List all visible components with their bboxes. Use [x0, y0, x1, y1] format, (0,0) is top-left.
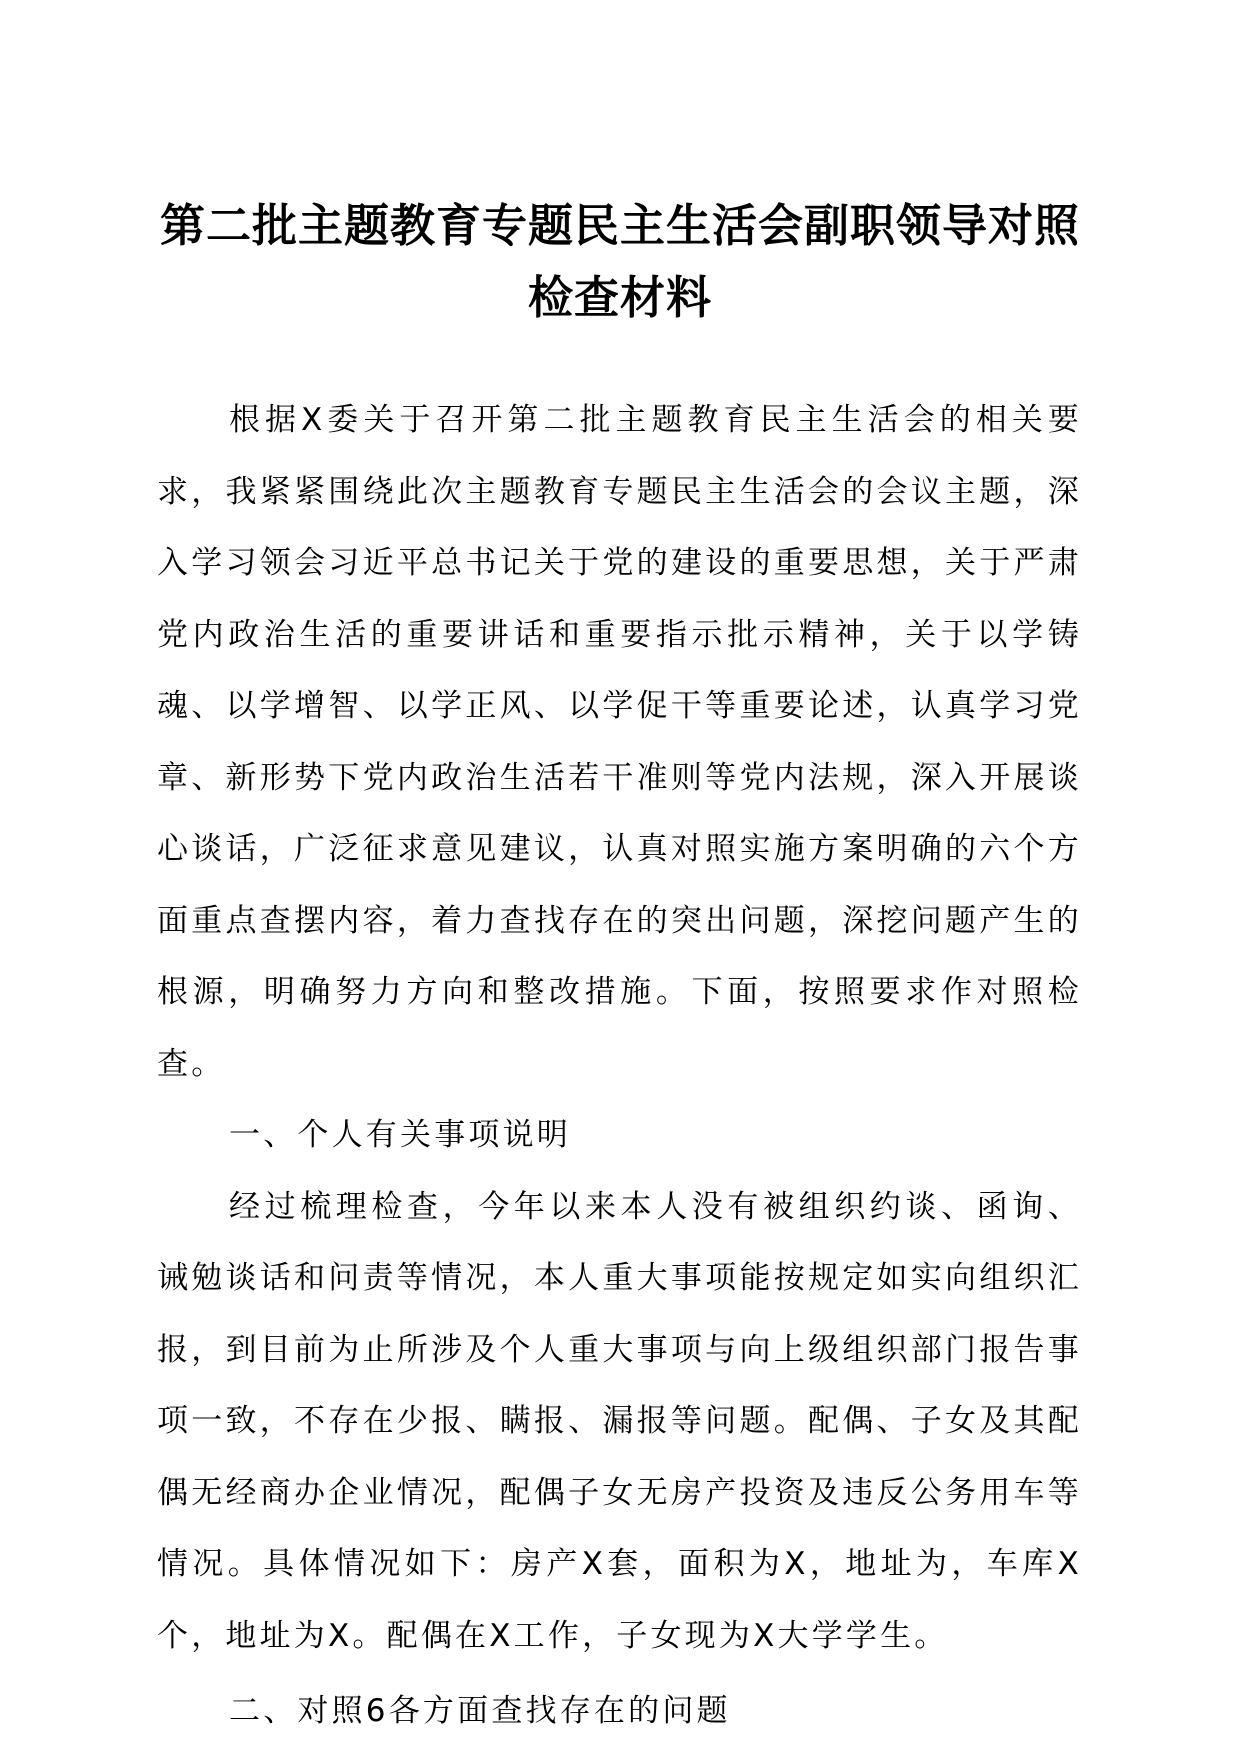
title-line-2: 检查材料 — [527, 271, 712, 324]
intro-paragraph: 根据X委关于召开第二批主题教育民主生活会的相关要求，我紧紧围绕此次主题教育专题民主生活会的会议主题，深入学习领会习近平总书记关于党的建设的重要思想，关于严肃党内政治生活的重要讲话和重要指示批示精神，关于以学铸魂、以学增智、以学正风、以学促干等重要论述，认真学习党章、新形势下党内政治生活若干准则等党内法规，深入开展谈心谈话，广泛征求意见建议，认真对照实施方案明确的六个方面重点查摆内容，着力查找存在的突出问题，深挖问题产生的根源，明确努力方向和整改措施。下面，按照要求作对照检查。 — [157, 402, 1082, 1082]
section-1-paragraph: 经过梳理检查，今年以来本人没有被组织约谈、函询、诫勉谈话和问责等情况，本人重大事项能按规定如实向组织汇报，到目前为止所涉及个人重大事项与向上级组织部门报告事项一致，不存在少报、瞒报、漏报等问题。配偶、子女及其配偶无经商办企业情况，配偶子女无房产投资及违反公务用车等情况。具体情况如下：房产X套，面积为X，地址为，车库X个，地址为X。配偶在X工作，子女现为X大学学生。 — [157, 1188, 1082, 1654]
document-body — [157, 385, 1082, 1748]
section-1-heading: 一、个人有关事项说明 — [229, 1117, 571, 1153]
document-title — [150, 190, 1090, 334]
section-2-heading: 二、对照6各方面查找存在的问题 — [229, 1693, 731, 1729]
title-line-1: 第二批主题教育专题民主生活会副职领导对照 — [159, 199, 1080, 252]
